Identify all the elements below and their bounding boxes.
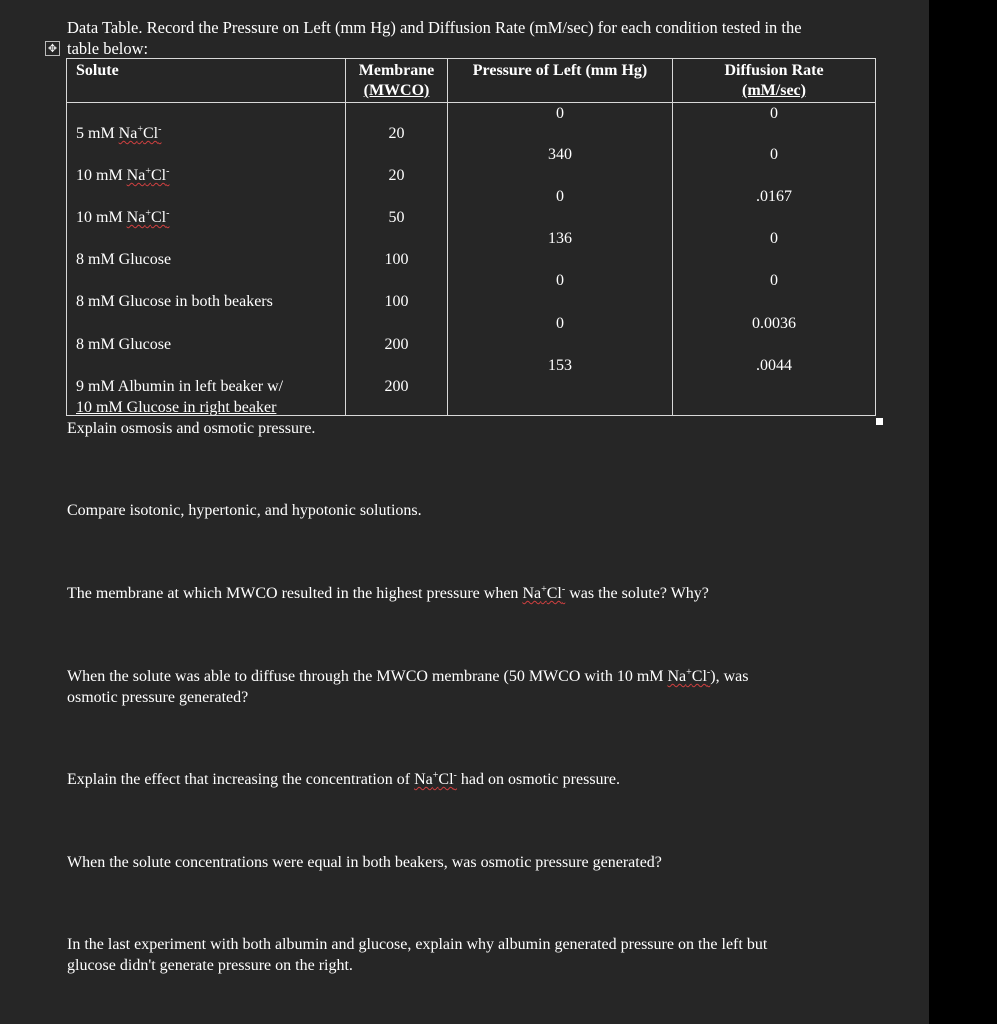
diffusion-row-4: 0	[770, 230, 778, 247]
diffusion-row-6: 0.0036	[752, 315, 796, 332]
solute-row-4: 8 mM Glucose	[76, 251, 172, 268]
solute-row-7-line-2: 10 mM Glucose in right beaker	[76, 399, 277, 416]
membrane-row-2: 20	[388, 167, 405, 184]
pressure-row-7: 153	[548, 357, 572, 374]
diffusion-row-2: 0	[770, 146, 778, 163]
solute-row-5: 8 mM Glucose in both beakers	[76, 293, 273, 310]
intro-text	[67, 17, 907, 59]
membrane-row-6: 200	[384, 336, 409, 353]
diffusion-row-1: 0	[770, 105, 778, 122]
membrane-row-3: 50	[388, 209, 405, 226]
membrane-row-5: 100	[384, 293, 409, 310]
question-tonicity: Compare isotonic, hypertonic, and hypotonic solutions.	[67, 502, 422, 519]
diffusion-row-3: .0167	[756, 188, 792, 205]
header-membrane: Membrane	[358, 62, 435, 79]
header-diffusion: Diffusion Rate	[724, 62, 824, 79]
header-diffusion-unit: (mM/sec)	[742, 82, 806, 99]
solute-row-6: 8 mM Glucose	[76, 336, 172, 353]
question-albumin-glucose: In the last experiment with both albumin and glucose, explain why albumin generated pressure on the left but glucose didn't generate pressure on the right.	[67, 936, 768, 974]
pressure-row-1: 0	[556, 105, 564, 122]
question-highest-pressure: The membrane at which MWCO resulted in the highest pressure when Na+Cl- was the solute? Why?	[67, 584, 709, 602]
move-arrows-icon[interactable]: ✥	[45, 41, 60, 56]
question-equal-concentrations: When the solute concentrations were equal in both beakers, was osmotic pressure generated?	[67, 854, 662, 871]
solute-row-3: 10 mM Na+Cl-	[76, 208, 170, 226]
question-concentration-effect: Explain the effect that increasing the concentration of Na+Cl- had on osmotic pressure.	[67, 770, 620, 788]
diffusion-row-7: .0044	[756, 357, 792, 374]
intro-line-2: table below:	[67, 39, 149, 58]
header-membrane-unit: (MWCO)	[363, 82, 430, 99]
solute-row-2: 10 mM Na+Cl-	[76, 166, 170, 184]
question-osmosis: Explain osmosis and osmotic pressure.	[67, 420, 316, 437]
header-solute: Solute	[76, 62, 119, 79]
solute-row-7-line-1: 9 mM Albumin in left beaker w/	[76, 378, 284, 395]
question-diffusible-solute: When the solute was able to diffuse through the MWCO membrane (50 MWCO with 10 mM Na+Cl-), was osmotic pressure generated?	[67, 667, 749, 706]
pressure-row-5: 0	[556, 272, 564, 289]
table-resize-handle[interactable]	[876, 418, 883, 425]
pressure-row-4: 136	[548, 230, 572, 247]
intro-line-1: Data Table. Record the Pressure on Left (mm Hg) and Diffusion Rate (mM/sec) for each condition tested in the	[67, 18, 802, 37]
membrane-row-1: 20	[388, 125, 405, 142]
membrane-row-4: 100	[384, 251, 409, 268]
pressure-row-6: 0	[556, 315, 564, 332]
pressure-row-3: 0	[556, 188, 564, 205]
pressure-row-2: 340	[548, 146, 572, 163]
solute-row-1: 5 mM Na+Cl-	[76, 124, 162, 142]
header-pressure: Pressure of Left (mm Hg)	[472, 62, 648, 79]
diffusion-row-5: 0	[770, 272, 778, 289]
membrane-row-7: 200	[384, 378, 409, 395]
